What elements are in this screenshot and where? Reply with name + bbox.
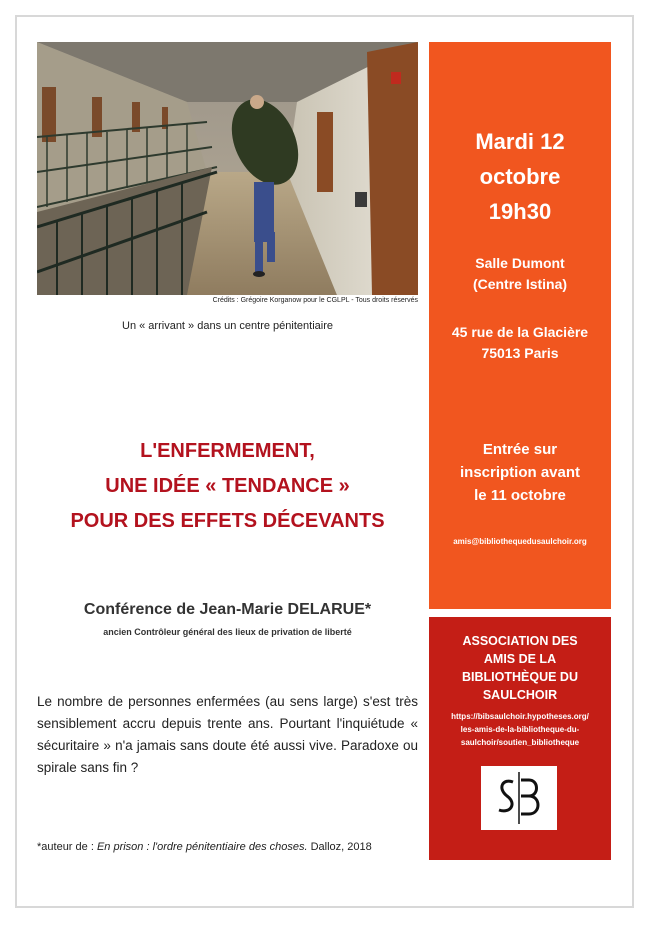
association-panel [429,617,611,860]
event-address [429,322,611,364]
url-line: https://bibsaulchoir.hypotheses.org/ [451,712,589,721]
assoc-line: SAULCHOIR [482,688,558,702]
time-line: 19h30 [488,199,552,224]
date-line: Mardi 12 [475,129,565,154]
footnote-prefix: *auteur de : [37,841,97,853]
footnote-publisher: Dalloz, 2018 [307,841,372,853]
contact-email[interactable]: amis@bibliothequedusaulchoir.org [453,537,587,546]
bibliotheque-saulchoir-logo [481,766,557,830]
address-line: 45 rue de la Glacière [451,324,589,340]
association-url[interactable] [429,710,611,749]
title-line: POUR DES EFFETS DÉCEVANTS [70,510,385,532]
prison-corridor-photo [37,42,418,295]
event-info-panel [429,42,611,609]
entry-line: inscription avant [459,464,581,481]
assoc-line: AMIS DE LA [483,652,557,666]
address-line: 75013 Paris [481,345,559,361]
photo-credits: Crédits : Grégoire Korganow pour le CGLPL - Tous droits réservés [212,297,418,304]
event-date [429,124,611,229]
assoc-line: BIBLIOTHÈQUE DU [462,670,578,684]
association-name [429,632,611,704]
event-venue [429,253,611,295]
date-line: octobre [479,164,561,189]
speaker-role: ancien Contrôleur général des lieux de privation de liberté [103,627,352,637]
url-line: les-amis-de-la-bibliotheque-du- [460,725,580,734]
registration-info [429,438,611,507]
venue-line: (Centre Istina) [472,276,568,292]
title-line: UNE IDÉE « TENDANCE » [105,475,350,497]
description-paragraph: Le nombre de personnes enfermées (au sens large) s'est très sensiblement accru depuis trente ans. Pourtant l'inquiétude « sécuritaire » n'a jamais sans doute été aussi vive. Paradoxe ou spirale sans fin ? [37,694,418,775]
author-footnote [37,841,418,853]
url-line: saulchoir/soutien_bibliotheque [460,738,580,747]
photo-caption: Un « arrivant » dans un centre pénitentiaire [122,320,333,332]
footnote-book-title: En prison : l'ordre pénitentiaire des choses. [96,841,308,853]
title-line: L'ENFERMEMENT, [140,440,315,462]
venue-line: Salle Dumont [475,255,565,271]
assoc-line: ASSOCIATION DES [462,634,578,648]
entry-line: le 11 octobre [474,487,566,504]
entry-line: Entrée sur [482,441,558,458]
speaker-name: Conférence de Jean-Marie DELARUE* [83,601,372,618]
conference-title [37,434,418,539]
